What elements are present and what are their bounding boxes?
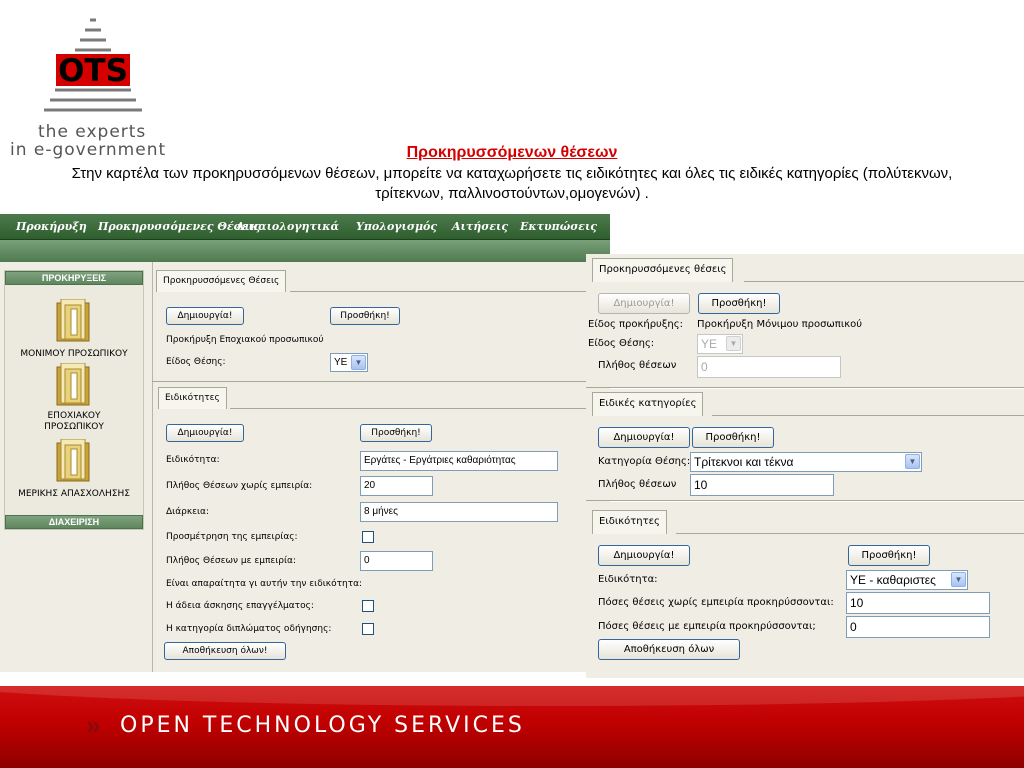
no-experience-count-label: Πλήθος Θέσεων χωρίς εμπειρία: (166, 481, 313, 491)
count-experience-checkbox[interactable] (362, 531, 374, 543)
create-button[interactable]: Δημιουργία! (166, 424, 244, 442)
ots-logo (8, 8, 208, 163)
app-sub-bar (0, 240, 610, 262)
sidebar-item-permanent[interactable]: ΜΟΝΙΜΟΥ ΠΡΟΣΩΠΙΚΟΥ (20, 349, 128, 359)
logo-tagline-1: the experts (38, 122, 147, 142)
chevron-down-icon[interactable]: ▼ (726, 336, 741, 351)
specialty-select[interactable]: ΥΕ - καθαριστες ▼ (846, 570, 968, 590)
driving-license-label: Η κατηγορία διπλώματος οδήγησης: (166, 624, 332, 634)
menu-item-announcement[interactable]: Προκήρυξη (16, 220, 87, 233)
add-button[interactable]: Προσθήκη! (848, 545, 930, 566)
specialty-label: Ειδικότητα: (598, 574, 658, 585)
app-menu-bar (0, 214, 610, 240)
footer-banner (0, 686, 1024, 768)
with-experience-count-field[interactable]: 0 (846, 616, 990, 638)
tab-specialties[interactable]: Ειδικότητες (592, 510, 667, 534)
position-type-select[interactable]: ΥΕ ▼ (330, 353, 368, 372)
save-all-button[interactable]: Αποθήκευση όλων! (164, 642, 286, 660)
slide-description: Στην καρτέλα των προκηρυσσόμενων θέσεων, μπορείτε να καταχωρήσετε τις ειδικότητες και όλες τις ειδικές κατηγορίες (πολύτεκνων, τρίτεκνων, παλλινοστούντων,ομογενών) . (71, 165, 953, 202)
menu-item-applications[interactable]: Αιτήσεις (452, 220, 509, 233)
no-experience-count-field[interactable]: 10 (846, 592, 990, 614)
sidebar-footer-admin[interactable]: ΔΙΑΧΕΙΡΙΣΗ (5, 515, 143, 529)
sidebar-item-part-time[interactable]: ΜΕΡΙΚΗΣ ΑΠΑΣΧΟΛΗΣΗΣ (18, 489, 130, 499)
positions-count-label: Πλήθος θέσεων (598, 360, 677, 371)
license-label: Η άδεια άσκησης επαγγέλματος: (166, 601, 314, 611)
sidebar (4, 270, 144, 530)
specialty-label: Ειδικότητα: (166, 455, 220, 465)
svg-text:OTS: OTS (58, 53, 128, 89)
menu-item-documents[interactable]: Δικαιολογητικά (236, 220, 339, 233)
announcement-value: Προκήρυξη Εποχιακού προσωπικού (166, 335, 324, 345)
menu-item-calculation[interactable]: Υπολογισμός (356, 220, 438, 233)
sidebar-item-seasonal[interactable]: ΕΠΟΧΙΑΚΟΥ ΠΡΟΣΩΠΙΚΟΥ (44, 411, 104, 432)
chevron-down-icon[interactable]: ▼ (951, 572, 966, 587)
category-count-field[interactable]: 10 (690, 474, 834, 496)
folder-icon[interactable] (55, 299, 91, 339)
create-button[interactable]: Δημιουργία! (598, 427, 690, 448)
license-checkbox[interactable] (362, 600, 374, 612)
with-experience-count-field[interactable]: 0 (360, 551, 433, 571)
company-name: OPEN TECHNOLOGY SERVICES (120, 713, 525, 738)
add-button[interactable]: Προσθήκη! (698, 293, 780, 314)
add-button[interactable]: Προσθήκη! (360, 424, 432, 442)
chevron-down-icon[interactable]: ▼ (351, 355, 366, 370)
create-button[interactable]: Δημιουργία! (166, 307, 244, 325)
tab-positions[interactable]: Προκηρυσσόμενες Θέσεις (156, 270, 286, 292)
folder-icon[interactable] (55, 363, 91, 403)
tab-divider (712, 415, 1024, 416)
menu-item-prints[interactable]: Εκτυπώσεις (520, 220, 598, 233)
sidebar-header: ΠΡΟΚΗΡΥΞΕΙΣ (5, 271, 143, 285)
duration-label: Διάρκεια: (166, 507, 210, 517)
with-experience-count-label: Πλήθος Θέσεων με εμπειρία: (166, 556, 296, 566)
position-type-label: Είδος Θέσης: (588, 338, 655, 349)
slide-title: Προκηρυσσόμενων θέσεων (406, 144, 618, 161)
logo-tagline-2: in e-government (10, 140, 167, 160)
duration-field[interactable]: 8 μήνες (360, 502, 558, 522)
tab-positions[interactable]: Προκηρυσσόμενες θέσεις (592, 258, 733, 282)
position-type-label: Είδος Θέσης: (166, 357, 226, 367)
specialty-field[interactable]: Εργάτες - Εργάτριες καθαριότητας (360, 451, 558, 471)
folder-icon[interactable] (55, 439, 91, 479)
menu-item-positions[interactable]: Προκηρυσσόμενες Θέσεις (98, 220, 261, 233)
chevron-right-icon: » (86, 710, 101, 740)
save-all-button[interactable]: Αποθήκευση όλων (598, 639, 740, 660)
tab-divider (290, 291, 610, 292)
add-button[interactable]: Προσθήκη! (692, 427, 774, 448)
tab-special-categories[interactable]: Ειδικές κατηγορίες (592, 392, 703, 416)
no-experience-count-label: Πόσες θέσεις χωρίς εμπειρία προκηρύσσονται: (598, 597, 834, 608)
add-button[interactable]: Προσθήκη! (330, 307, 400, 325)
create-button[interactable]: Δημιουργία! (598, 293, 690, 314)
no-experience-count-field[interactable]: 20 (360, 476, 433, 496)
category-label: Κατηγορία Θέσης: (598, 456, 691, 467)
driving-license-checkbox[interactable] (362, 623, 374, 635)
with-experience-count-label: Πόσες θέσεις με εμπειρία προκηρύσσονται; (598, 621, 816, 632)
category-count-label: Πλήθος θέσεων (598, 479, 677, 490)
tab-specialties[interactable]: Ειδικότητες (158, 387, 227, 409)
position-type-select[interactable]: ΥΕ ▼ (697, 334, 743, 354)
tab-divider (230, 408, 610, 409)
count-experience-label: Προσμέτρηση της εμπειρίας: (166, 532, 298, 542)
positions-count-field[interactable]: 0 (697, 356, 841, 378)
announcement-type-value: Προκήρυξη Μόνιμου προσωπικού (697, 319, 863, 330)
chevron-down-icon[interactable]: ▼ (905, 454, 920, 469)
category-select[interactable]: Τρίτεκνοι και τέκνα ▼ (690, 452, 922, 472)
section-divider (152, 381, 610, 382)
tab-divider (676, 533, 1024, 534)
announcement-type-label: Είδος προκήρυξης: (588, 319, 683, 330)
required-label: Είναι απαραίτητα γι αυτήν την ειδικότητα: (166, 579, 363, 589)
pyramid-logo-icon (38, 8, 148, 116)
tab-divider (744, 281, 1024, 282)
create-button[interactable]: Δημιουργία! (598, 545, 690, 566)
